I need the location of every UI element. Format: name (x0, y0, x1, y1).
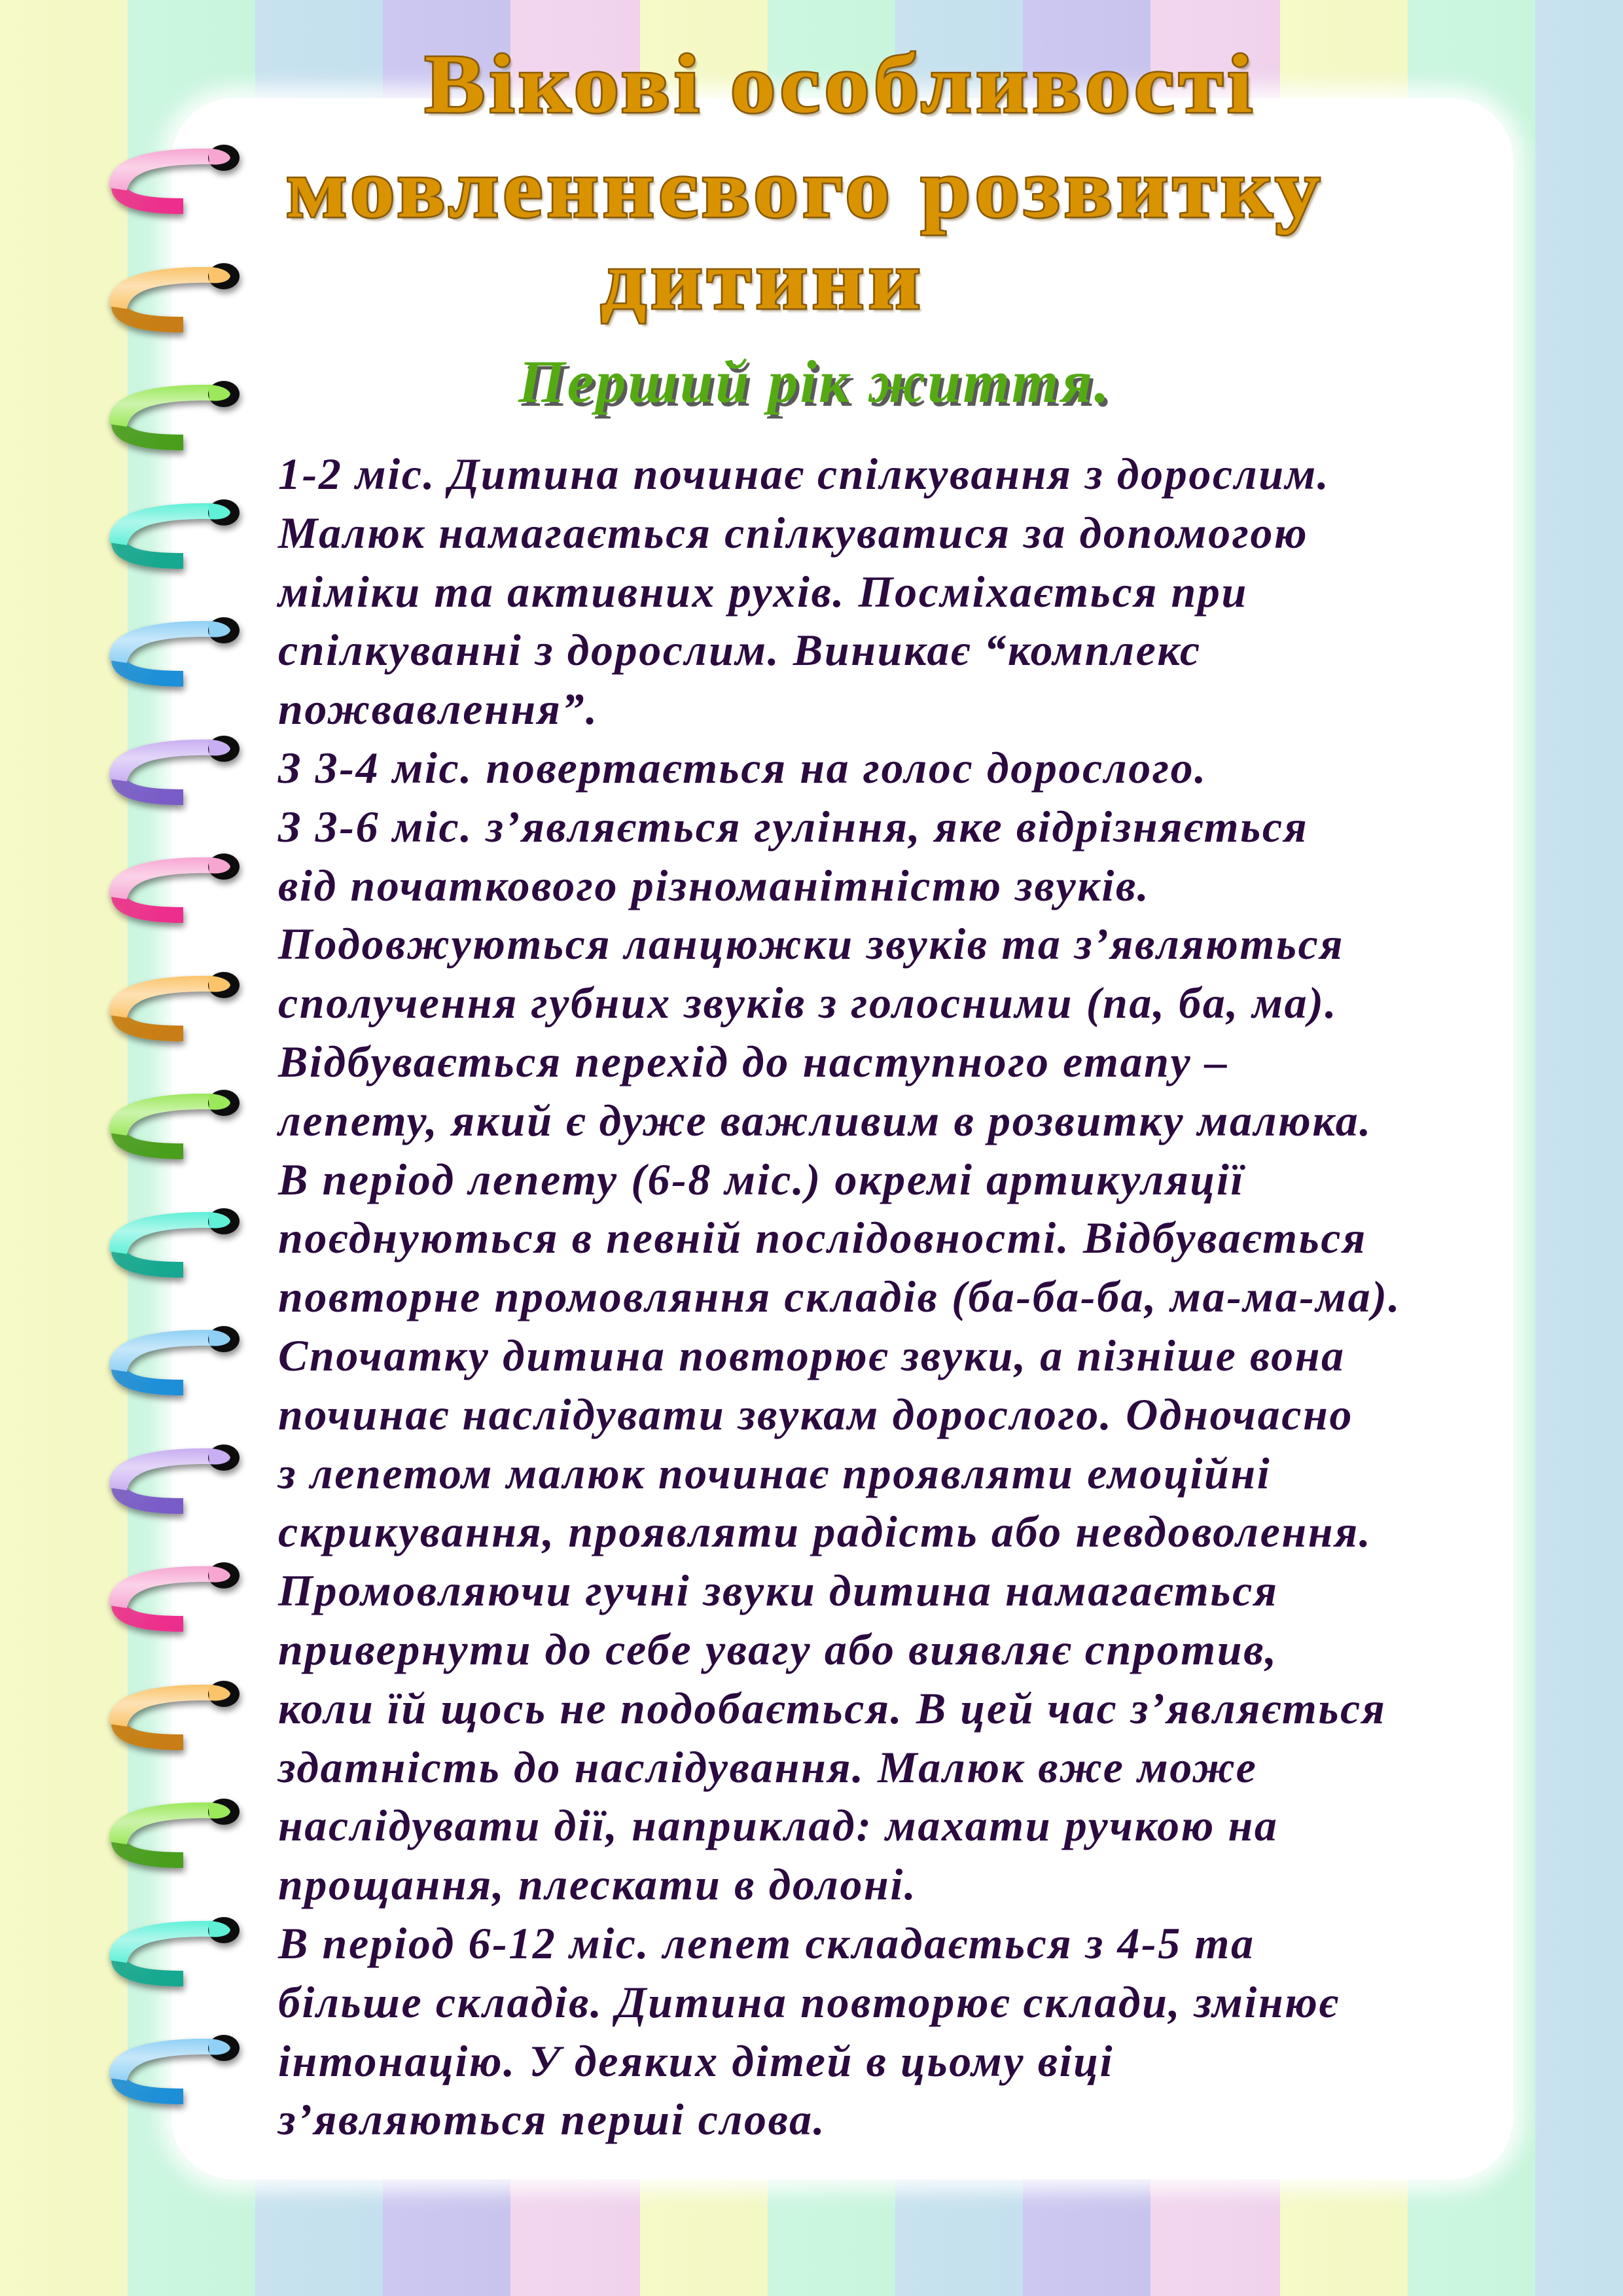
body-line: Подовжуються ланцюжки звуків та з’являються (278, 919, 1344, 969)
spiral-ring-purple-icon (85, 1434, 255, 1532)
body-line: Відбувається перехід до наступного етапу – (278, 1036, 1229, 1086)
body-line: прощання, плескати в долоні. (278, 1859, 918, 1910)
spiral-ring-teal-icon (85, 489, 255, 587)
spiral-ring-blue-icon (85, 1316, 255, 1414)
spiral-ring-blue-icon (85, 2024, 255, 2123)
body-line: З 3-4 міс. повертається на голос дорослого. (278, 742, 1207, 793)
body-line: здатність до наслідування. Малюк вже може (278, 1742, 1258, 1792)
body-line: привернути до себе увагу або виявляє спротив, (278, 1624, 1278, 1674)
body-line: наслідувати дії, наприклад: махати ручкою на (278, 1801, 1279, 1851)
body-line: поєднуються в певній послідовності. Відбувається (278, 1213, 1367, 1263)
body-line: від початкового різноманітністю звуків. (278, 860, 1150, 910)
body-line: Малюк намагається спілкуватися за допомогою (278, 507, 1309, 558)
body-line: спілкуванні з дорослим. Виникає “комплекс (278, 625, 1202, 675)
spiral-ring-teal-icon (85, 1907, 255, 2005)
body-line: міміки та активних рухів. Посміхається при (278, 566, 1248, 617)
subtitle-text: Перший рік життя. (518, 348, 1111, 415)
body-line: В період лепету (6-8 міс.) окремі артикуляції (278, 1154, 1245, 1204)
body-line: з лепетом малюк починає проявляти емоційні (278, 1448, 1272, 1498)
title-line-3 (0, 232, 1623, 329)
body-line: лепету, який є дуже важливим в розвитку малюка. (278, 1095, 1372, 1145)
body-line: пожвавлення”. (278, 684, 599, 734)
body-line: В період 6-12 міс. лепет складається з 4-5 та (278, 1918, 1255, 1968)
title-line-2-text: мовленнєвого розвитку (285, 142, 1325, 235)
body-line: Спочатку дитина повторює звуки, а пізніше вона (278, 1330, 1346, 1380)
subtitle (0, 347, 1623, 416)
body-line: Промовляючи гучні звуки дитина намагається (278, 1566, 1279, 1616)
body-line: З 3-6 міс. з’являється гуління, яке відрізняється (278, 801, 1309, 852)
spiral-ring-orange-icon (85, 1670, 255, 1768)
spiral-ring-green-icon (85, 1079, 255, 1177)
body-line: скрикування, проявляти радість або невдоволення. (278, 1507, 1372, 1557)
spiral-ring-pink-icon (85, 1552, 255, 1650)
body-line: з’являються перші слова. (278, 2094, 827, 2145)
spiral-ring-teal-icon (85, 1198, 255, 1296)
body-text (278, 445, 1561, 2149)
body-line: починає наслідувати звукам дорослого. Одночасно (278, 1389, 1353, 1439)
spiral-binding (0, 0, 275, 2296)
title-line-2 (0, 141, 1623, 237)
title-line-1 (0, 36, 1623, 132)
title-line-1-text: Вікові особливості (425, 37, 1257, 130)
spiral-ring-purple-icon (85, 725, 255, 823)
body-line: коли їй щось не подобається. В цей час з’являється (278, 1683, 1387, 1733)
body-line: повторне промовляння складів (ба-ба-ба, ма-ма-ма). (278, 1272, 1402, 1322)
spiral-ring-pink-icon (85, 843, 255, 941)
body-line: інтонацію. У деяких дітей в цьому віці (278, 2036, 1115, 2086)
body-line: більше складів. Дитина повторює склади, змінює (278, 1977, 1340, 2027)
body-line: сполучення губних звуків з голосними (па, ба, ма). (278, 978, 1338, 1028)
spiral-ring-blue-icon (85, 607, 255, 705)
body-line: 1-2 міс. Дитина починає спілкування з дорослим. (278, 449, 1330, 499)
spiral-ring-green-icon (85, 1788, 255, 1886)
spiral-ring-orange-icon (85, 961, 255, 1060)
title-line-3-text: дитини (600, 234, 925, 327)
